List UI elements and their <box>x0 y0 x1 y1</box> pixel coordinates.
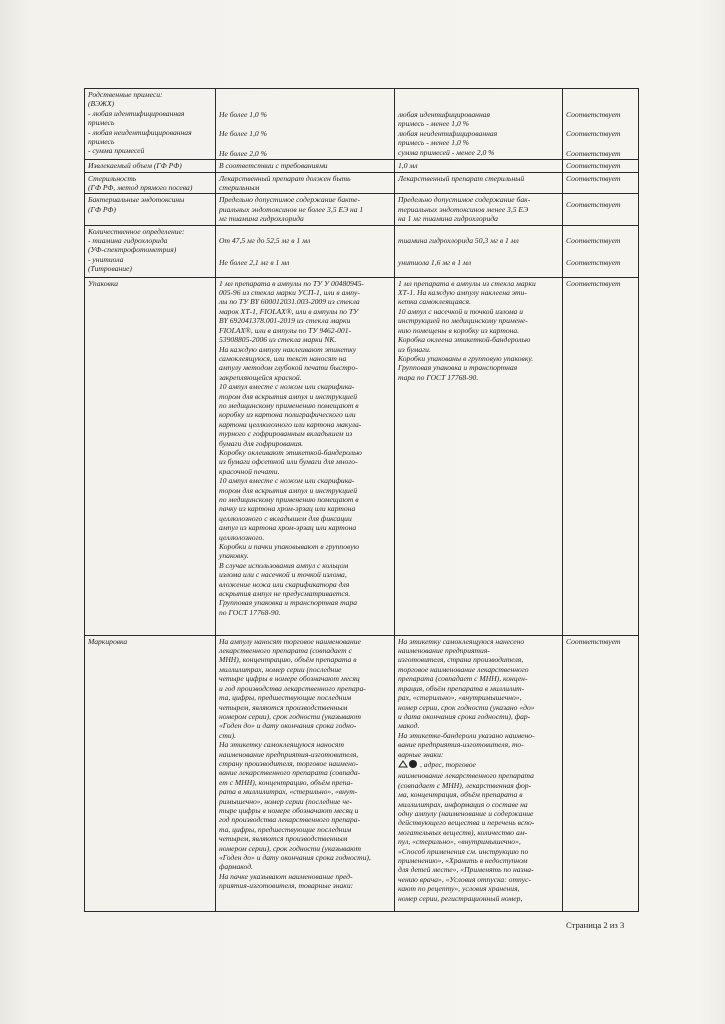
text-line: ма, концентрация, объём препарата в <box>398 790 523 800</box>
text-line: и год производства лекарственного препара- <box>219 683 366 693</box>
text-line: миллилитрах, информация о составе на <box>398 799 528 809</box>
param-cell <box>85 89 216 160</box>
text-line: FIOLAX®, или в ампулы по ТУ 9462-001- <box>219 325 352 335</box>
text-line: инструкцией по медицинскому примене- <box>398 316 528 326</box>
text-line: закрепляющейся краской. <box>219 372 302 382</box>
result-line: Предельно допустимое содержание бак- <box>398 195 531 205</box>
text-line: кают по рецепту», условия хранения, <box>398 884 520 894</box>
param-cell <box>85 194 216 225</box>
text-line: (совпадает с МНН), лекарственная фор- <box>398 780 532 790</box>
text-line: «Годен до» и дату окончания срока годно- <box>219 721 357 731</box>
result-cell: 1,0 мл <box>395 160 563 172</box>
text-line: 1 мл препарата в ампулы из стекла марки <box>398 278 536 288</box>
text-line: МНН), концентрацию, объём препарата в <box>219 655 357 665</box>
result-line: унитиола 1,6 мг в 1 мл <box>398 258 472 268</box>
text-line: вание предприятия-изготовителя, то- <box>398 740 524 750</box>
text-line: номер серии, срок годности (указано «до» <box>398 702 535 712</box>
table-row <box>85 89 639 160</box>
param-line: Бактериальные эндотоксины <box>88 195 185 205</box>
text-line: марок ХТ-1, FIOLAX®, или в ампулы по ТУ <box>219 306 359 316</box>
text-line: целлюлозного с вкладышем для фиксации <box>219 513 352 523</box>
norm-cell <box>216 225 395 277</box>
param-line: (УФ-спектрофотометрия) <box>88 245 177 255</box>
param-line: - любая идентифицированная <box>88 108 185 118</box>
norm-cell: В соответствии с требованиями <box>216 160 395 172</box>
text-line: фармакод. <box>219 862 253 872</box>
param-cell: Маркировка <box>85 635 216 911</box>
text-line: варные знаки: <box>398 749 444 759</box>
text-line: тором для вскрытия ампул и инструкцией <box>219 485 357 495</box>
text-line: номер серии, регистрационный номер, <box>398 893 523 903</box>
text-line: «Годен до» и дату окончания срока годности), <box>219 853 371 862</box>
table-row <box>85 635 639 911</box>
text-line: номером серии), срок годности (указывают <box>219 711 361 721</box>
param-line: Стерильность <box>88 173 137 183</box>
specification-table <box>84 88 639 912</box>
norm-cell <box>216 89 395 160</box>
text-line: вложение ножа или скарификатора для <box>219 579 350 589</box>
verdict-cell: Соответствует <box>563 277 639 635</box>
text-line: по медицинскому применению помещают в <box>219 495 359 504</box>
result-line: примесь - менее 1,0 % <box>398 138 469 148</box>
text-line: Коробки упакованы в групповую упаковку. <box>398 353 534 363</box>
param-cell: Упаковка <box>85 277 216 635</box>
text-line: тара по ГОСТ 17768-90. <box>398 372 479 382</box>
verdict-text: Соответствует <box>566 110 621 119</box>
text-line: наименование предприятия- <box>398 646 490 656</box>
text-line: красочной печати. <box>219 466 280 476</box>
verdict-text: Соответствует <box>566 129 621 139</box>
param-line: примесь <box>88 137 115 147</box>
param-line: Количественное определение: <box>88 226 185 236</box>
text-line: 10 ампул с насечкой и точкой излома и <box>398 306 524 316</box>
page-number: Страница 2 из 3 <box>566 920 625 930</box>
param-line: (ГФ РФ, метод прямого посева) <box>88 183 193 193</box>
result-line: тиамина гидрохлорида 50,3 мг в 1 мл <box>398 235 519 245</box>
text-line: В случае использования ампул с кольцом <box>219 560 349 570</box>
text-line: картона целлюлозного или картона макула- <box>219 419 362 429</box>
text-line: 005-96 из стекла марки УСП-1, или в ампу- <box>219 288 360 298</box>
result-line: любая неидентифицированная <box>398 128 498 138</box>
trademark-logo-icon <box>398 759 420 771</box>
text-line: из бумаги. <box>398 344 431 354</box>
text-line: римышечно», номер серии (последние че- <box>219 796 352 806</box>
text-line: рах, «стерильно», «внутримышечно», <box>398 693 522 703</box>
text-line: трация, объём препарата в миллилит- <box>398 683 525 693</box>
logo-line <box>398 759 559 771</box>
verdict-cell <box>563 194 639 225</box>
text-line: та, цифры, предшествующие последним <box>219 824 352 834</box>
text-line: целлюлозного. <box>219 532 265 542</box>
text-line: номером серии), срок годности (указывают <box>219 843 361 853</box>
text-line: На этикетку самоклеящуюся нанесено <box>398 636 525 646</box>
result-line: сумма примесей - менее 2,0 % <box>398 147 495 157</box>
param-cell: Извлекаемый объем (ГФ РФ) <box>85 160 216 172</box>
table-row <box>85 194 639 225</box>
result-line: на 1 мг тиамина гидрохлорида <box>398 214 498 224</box>
verdict-cell: Соответствует <box>563 160 639 172</box>
text-line: тором для вскрытия ампул и инструкцией <box>219 391 357 401</box>
text-line: чению врача», «Условия отпуска: отпус- <box>398 874 532 884</box>
result-cell <box>395 635 563 911</box>
text-line: Коробка оклеена этикеткой-бандеролью <box>398 335 531 345</box>
param-line: примесь <box>88 118 115 128</box>
param-cell <box>85 172 216 194</box>
verdict-cell: Соответствует <box>563 172 639 194</box>
text-line: BY 692041378.001-2019 из стекла марки <box>219 316 351 326</box>
text-line: бумаги для гофрирования. <box>219 438 304 448</box>
text-line: действующего вещества и перечень вспо- <box>398 818 535 828</box>
text-line: применению», «Хранить в недоступном <box>398 856 528 865</box>
text-line: упаковку. <box>219 551 249 561</box>
param-line: - любая неидентифицированная <box>88 127 192 137</box>
text-line: Групповая упаковка и транспортная тара <box>219 598 358 608</box>
result-line: любая идентифицированная <box>398 110 491 119</box>
text-line: рата в миллилитрах, «стерильно», «внут- <box>219 787 358 797</box>
verdict-text: Соответствует <box>566 148 621 158</box>
param-line: (Титрование) <box>88 264 132 274</box>
text-line: 10 ампул вместе с ножом или скарифика- <box>219 382 355 392</box>
text-line: На каждую ампулу наклеивают этикетку <box>219 344 357 354</box>
text-line: одну ампулу (наименование и содержание <box>398 808 534 818</box>
param-line: (ГФ РФ) <box>88 204 116 214</box>
verdict-text: Соответствует <box>566 235 621 245</box>
text-line: изготовителя, страна производителя, <box>398 655 524 665</box>
text-line: 10 ампул вместе с ножом или скарифика- <box>219 476 355 486</box>
text-line: На этикетке-бандероли указано наимено- <box>398 730 535 740</box>
verdict-cell <box>563 225 639 277</box>
text-line: На пачке указывают наименование пред- <box>219 871 353 881</box>
text-line: ХТ-1. На каждую ампулу наклеена эти- <box>398 288 527 298</box>
param-line: - тиамина гидрохлорида <box>88 236 168 246</box>
text-line: 1 мл препарата в ампулы по ТУ У 00480945- <box>219 278 364 288</box>
text-line: четырем, являются производственным <box>219 702 348 712</box>
text-line: наименование предприятия-изготовителя, <box>219 749 359 759</box>
text-line: миллилитрах, номер серии (последние <box>219 664 342 674</box>
text-line: страну производителя, торговое наимено- <box>219 758 359 768</box>
norm-line: Не более 1,0 % <box>219 110 267 119</box>
text-line: препарата (совпадает с МНН), концен- <box>398 674 528 684</box>
norm-line: риальных эндотоксинов не более 3,5 ЕЭ на 1 <box>219 204 364 214</box>
result-cell: Лекарственный препарат стерильный <box>395 172 563 194</box>
text-line: наименование лекарственного препарата <box>398 771 534 781</box>
text-line: та, цифры, предшествующие последним <box>219 693 352 703</box>
text-line: коробку из картона полиграфического или <box>219 410 356 420</box>
verdict-text: Соответствует <box>566 200 621 210</box>
text-line: излома или с насечкой и точкой излома, <box>219 570 347 580</box>
text-line: , адрес, торговое <box>420 759 476 769</box>
text-line: и дата окончания срока годности), фар- <box>398 711 531 721</box>
norm-line: Не более 2,0 % <box>219 148 267 158</box>
param-line: - сумма примесей <box>88 146 145 156</box>
text-line: торговое наименование лекарственного <box>398 664 529 674</box>
text-line: лекарственного препарата (совпадает с <box>219 646 352 656</box>
verdict-cell <box>563 89 639 160</box>
text-line: Коробки и пачки упаковывают в групповую <box>219 542 360 552</box>
norm-line: Лекарственный препарат должен быть <box>219 173 351 183</box>
text-line: по медицинскому применению помещают в <box>219 400 359 410</box>
verdict-cell: Соответствует <box>563 635 639 911</box>
text-line: ет с МНН), концентрацию, объём препа- <box>219 777 353 787</box>
text-line: для детей месте», «Применять по назна- <box>398 865 534 875</box>
text-line: кетка самоклеящаяся. <box>398 297 471 307</box>
param-line: - унитиола <box>88 254 124 264</box>
text-line: самоклеящуюся, или текст наносят на <box>219 353 347 363</box>
text-line: вание лекарственного препарата (совпада- <box>219 768 361 778</box>
table-row <box>85 277 639 635</box>
result-cell <box>395 89 563 160</box>
text-line: нию помещены в коробку из картона. <box>398 325 520 335</box>
verdict-text: Соответствует <box>566 258 621 268</box>
text-line: вскрытия ампул не предусматривается. <box>219 589 351 599</box>
text-line: турного с гофрированным вкладышем из <box>219 429 353 439</box>
param-cell <box>85 225 216 277</box>
text-line: пул, «стерильно», «внутримышечно», <box>398 837 521 847</box>
text-line: приятия-изготовителя, товарные знаки: <box>219 881 354 891</box>
result-cell <box>395 225 563 277</box>
table-row <box>85 160 639 172</box>
text-line: Коробку оклеивают этикеткой-бандеролью <box>219 447 362 457</box>
result-cell <box>395 194 563 225</box>
norm-cell <box>216 172 395 194</box>
norm-line: мг тиамина гидрохлорида <box>219 214 304 224</box>
norm-cell <box>216 635 395 911</box>
text-line: «Способ применения см. инструкцию по <box>398 846 529 856</box>
text-line: Групповая упаковка и транспортная <box>398 363 518 373</box>
param-line: Родственные примеси: <box>88 90 163 99</box>
norm-cell <box>216 194 395 225</box>
text-line: год производства лекарственного препара- <box>219 815 361 825</box>
result-line: териальных эндотоксинов менее 3,5 ЕЭ <box>398 204 529 214</box>
text-line: из бумаги офсетной или бумаги для много- <box>219 457 358 467</box>
text-line: На этикетку самоклеящуюся наносят <box>219 740 344 750</box>
text-line: могательных веществ), количество ам- <box>398 827 528 837</box>
text-line: пачку из картона хром-эрзац или картона <box>219 504 356 514</box>
norm-line: Не более 2,1 мг в 1 мл <box>219 258 290 268</box>
text-line: На ампулу наносят торговое наименование <box>219 636 361 646</box>
text-line: сти). <box>219 730 237 740</box>
text-line: 53908805-2006 из стекла марки NK. <box>219 335 337 345</box>
text-line: ампул из картона хром-эрзац или картона <box>219 523 357 533</box>
table-row <box>85 225 639 277</box>
text-line: по ГОСТ 17768-90. <box>219 607 281 617</box>
norm-line: Не более 1,0 % <box>219 129 267 139</box>
text-line: четыре цифры в номере обозначают месяц <box>219 674 360 684</box>
text-line: ампулу методом глубокой печати быстро- <box>219 363 358 373</box>
text-line: четырем, являются производственным <box>219 834 348 844</box>
table-row <box>85 172 639 194</box>
norm-cell <box>216 277 395 635</box>
text-line: лы по ТУ BY 600012031.003-2009 из стекла <box>219 297 360 307</box>
result-cell <box>395 277 563 635</box>
norm-line: От 47,5 мг до 52,5 мг в 1 мл <box>219 235 311 245</box>
result-line: примесь - менее 1,0 % <box>398 119 469 129</box>
norm-line: стерильным <box>219 183 260 193</box>
norm-line: Предельно допустимое содержание бакте- <box>219 195 361 205</box>
text-line: тыре цифры в номере обозначают месяц и <box>219 805 359 815</box>
param-line: (ВЭЖХ) <box>88 99 115 109</box>
text-line: макод. <box>398 721 420 731</box>
